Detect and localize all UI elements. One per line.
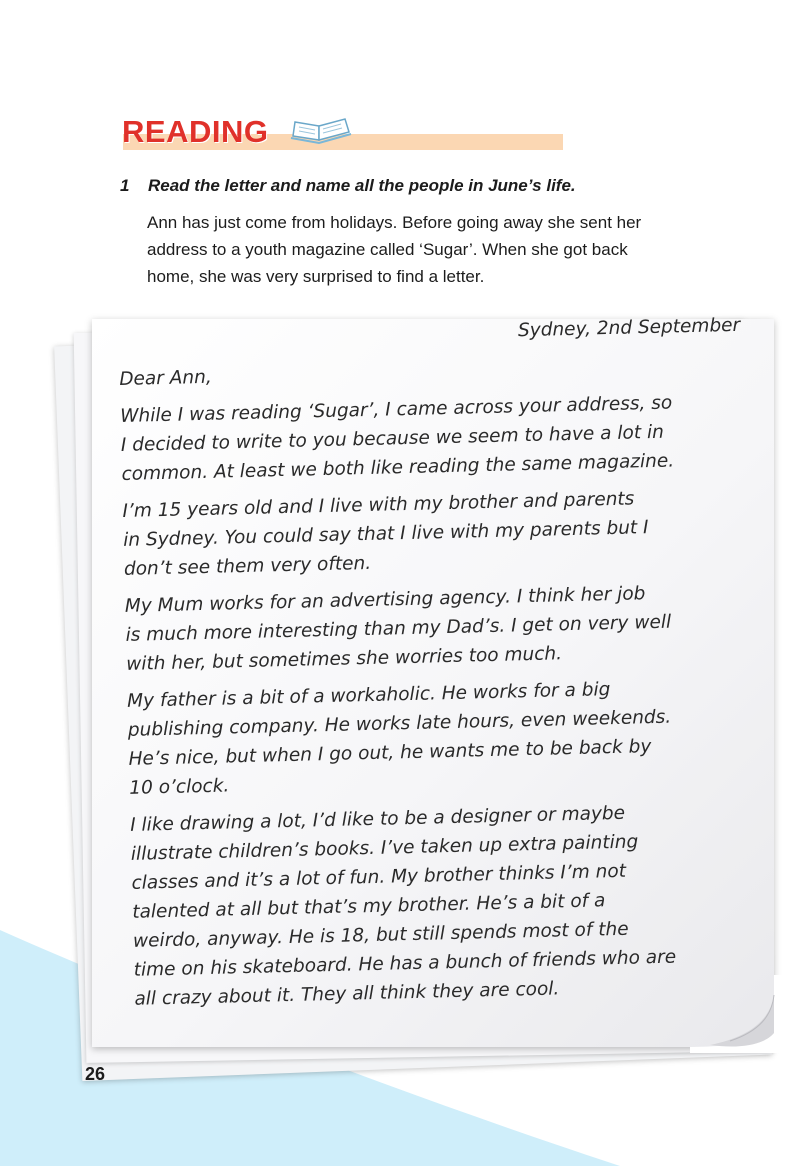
letter-line: My Mum works for an advertising agency. I think her job [124, 583, 646, 617]
exercise-number: 1 [120, 176, 130, 195]
letter-line: don’t see them very often. [123, 552, 372, 580]
letter-paragraph [124, 576, 766, 679]
letter-line: classes and it’s a lot of fun. My brother thinks I’m not [131, 860, 627, 894]
intro-line: home, she was very surprised to find a letter. [147, 267, 485, 286]
letter-line: all crazy about it. They all think they are cool. [134, 978, 560, 1010]
letter-line: 10 o’clock. [129, 775, 230, 799]
letter-line: with her, but sometimes she worries too much. [126, 643, 563, 675]
letter-line: publishing company. He works late hours, even weekends. [127, 706, 672, 741]
page-number: 26 [85, 1064, 106, 1084]
letter-line: My father is a bit of a workaholic. He works for a big [126, 679, 611, 712]
handwritten-letter [118, 310, 775, 1013]
exercise-text: Read the letter and name all the people in June’s life. [148, 176, 576, 195]
letter-line: I decided to write to you because we seem to have a lot in [120, 421, 665, 456]
letter-paragraph [120, 386, 762, 489]
letter-paragraph [127, 671, 770, 803]
letter-line: weirdo, anyway. He is 18, but still spends most of the [132, 918, 629, 952]
letter-greeting: Dear Ann, [119, 366, 212, 390]
letter-line: I like drawing a lot, I’d like to be a designer or maybe [129, 802, 626, 836]
letter-date: Sydney, 2nd September [517, 314, 741, 342]
letter-line: common. At least we both like reading the same magazine. [121, 450, 675, 485]
intro-line: Ann has just come from holidays. Before going away she sent her [147, 213, 642, 232]
open-book-icon [287, 114, 357, 146]
exercise-instruction [120, 176, 740, 196]
letter-line: time on his skateboard. He has a bunch of friends who are [133, 946, 677, 981]
letter-line: He’s nice, but when I go out, he wants me to be back by [128, 736, 652, 770]
letter-paragraph [122, 481, 764, 584]
letter-line: illustrate children’s books. I’ve taken up extra painting [130, 831, 639, 865]
letter-paragraph [130, 795, 775, 1014]
section-title: READING [122, 114, 269, 149]
letter-line: talented at all but that’s my brother. He’s a bit of a [132, 890, 606, 923]
letter-line: in Sydney. You could say that I live with my parents but I [122, 517, 649, 551]
letter-line: is much more interesting than my Dad’s. I get on very well [125, 611, 672, 646]
intro-line: address to a youth magazine called ‘Sugar’. When she got back [147, 240, 628, 259]
letter-line: I’m 15 years old and I live with my brother and parents [122, 488, 635, 522]
letter-line: While I was reading ‘Sugar’, I came across your address, so [119, 392, 673, 427]
section-heading [113, 114, 563, 152]
intro-text [147, 209, 747, 290]
